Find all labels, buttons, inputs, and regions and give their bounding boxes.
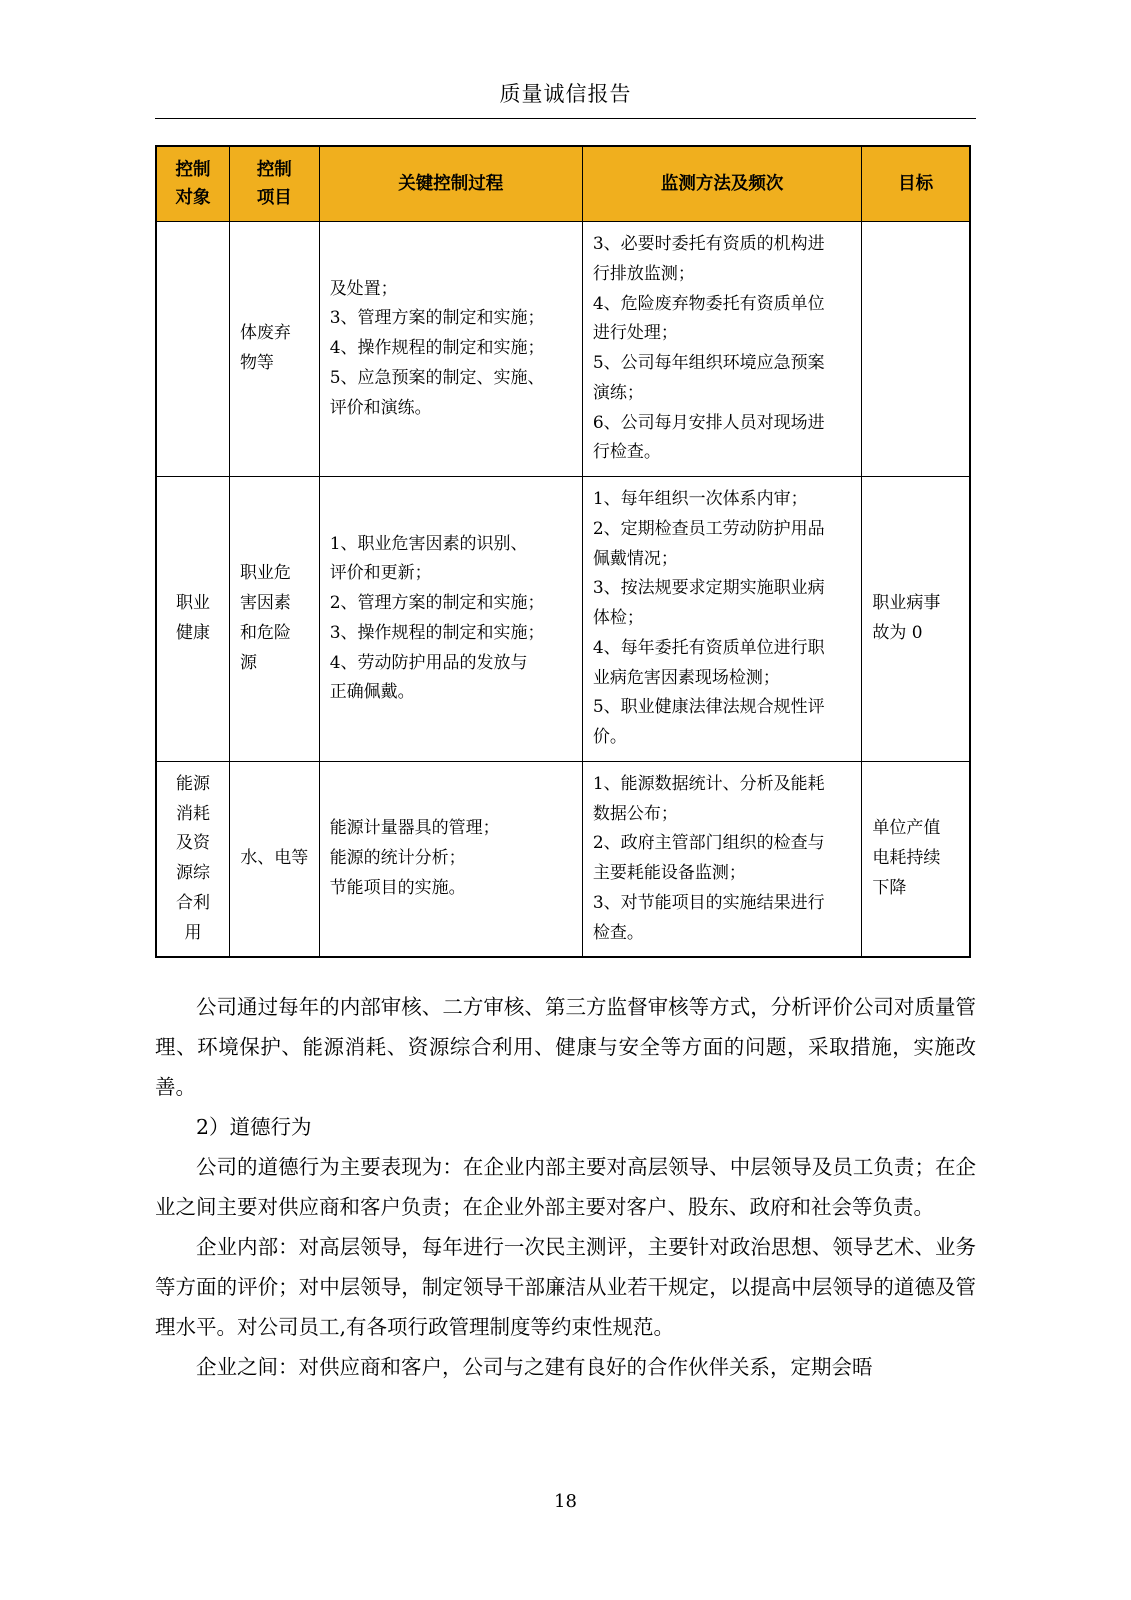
row1-process-line: 评价和演练。: [329, 397, 432, 418]
header-divider: [155, 118, 976, 119]
row1-object: [156, 222, 229, 477]
row3-item-line: 水、电等: [240, 848, 309, 869]
row3-object: [156, 761, 229, 957]
row3-process-line: 能源的统计分析；: [329, 848, 466, 869]
row3-item: [229, 761, 319, 957]
row2-monitor-line: 5、职业健康法律法规合规性评: [592, 697, 825, 718]
header-object-line1: 控制: [175, 160, 211, 180]
row1-goal: [862, 222, 970, 477]
row2-process-line: 2、管理方案的制定和实施；: [329, 593, 545, 614]
row3-goal-line: 电耗持续: [872, 848, 941, 869]
row2-monitor-line: 3、按法规要求定期实施职业病: [592, 578, 825, 599]
page-header: [0, 0, 1131, 108]
row1-item-line1: 体废弃: [239, 323, 291, 344]
row3-goal: [862, 761, 970, 957]
row2-monitor-line: 业病危害因素现场检测；: [592, 667, 780, 688]
row2-process-line: 4、劳动防护用品的发放与: [329, 652, 528, 673]
row2-monitor-line: 1、每年组织一次体系内审；: [592, 489, 808, 509]
row3-object-line: 能源: [175, 773, 210, 794]
table-row: [156, 761, 970, 957]
row2-object: [156, 477, 229, 762]
row1-monitor-line: 进行处理；: [592, 323, 678, 344]
row2-item: [229, 477, 319, 762]
table-row: [156, 477, 970, 762]
row3-object-line: 及资: [175, 833, 210, 854]
paragraph-1: 公司通过每年的内部审核、二方审核、第三方监督审核等方式，分析评价公司对质量管理、环境保护、能源消耗、资源综合利用、健康与安全等方面的问题，采取措施，实施改善。: [155, 995, 976, 1100]
row2-process-line: 3、操作规程的制定和实施；: [329, 622, 545, 643]
row2-monitor-line: 价。: [592, 727, 627, 747]
row2-item-line: 职业危: [239, 563, 291, 584]
row2-monitor: [582, 477, 861, 762]
row1-monitor-line: 6、公司每月安排人员对现场进: [592, 412, 825, 433]
row2-monitor-line: 佩戴情况；: [592, 548, 678, 569]
row1-monitor-line: 演练；: [592, 382, 644, 403]
header-item-line2: 项目: [256, 188, 292, 208]
row1-monitor-line: 5、公司每年组织环境应急预案: [592, 353, 825, 373]
row1-monitor-line: 4、危险废弃物委托有资质单位: [592, 293, 825, 314]
row3-monitor-line: 数据公布；: [592, 803, 678, 824]
row3-monitor-line: 2、政府主管部门组织的检查与: [592, 833, 825, 854]
row3-goal-line: 下降: [872, 877, 907, 898]
row3-object-line: 用: [184, 922, 202, 943]
row1-process-line: 5、应急预案的制定、实施、: [329, 367, 545, 388]
row3-process: [319, 761, 582, 957]
header-title: 质量诚信报告: [499, 82, 632, 106]
paragraph-3: 公司的道德行为主要表现为：在企业内部主要对高层领导、中层领导及员工负责；在企业之间主要对供应商和客户负责；在企业外部主要对客户、股东、政府和社会等负责。: [155, 1155, 976, 1220]
row3-monitor-line: 3、对节能项目的实施结果进行: [592, 892, 825, 913]
paragraph-5: 企业之间：对供应商和客户，公司与之建有良好的合作伙伴关系，定期会晤: [196, 1354, 873, 1379]
row1-process-line: 4、操作规程的制定和实施；: [329, 338, 545, 359]
table-header-process: 关键控制过程: [319, 146, 582, 222]
header-item-line1: 控制: [256, 160, 292, 180]
row2-item-line: 害因素: [239, 593, 291, 614]
row3-goal-line: 单位产值: [872, 818, 941, 839]
row2-monitor-line: 4、每年委托有资质单位进行职: [592, 637, 825, 658]
body-content: [0, 988, 1131, 1388]
table-row: [156, 222, 970, 477]
row3-object-line: 合利: [175, 892, 210, 913]
paragraph-4: 企业内部：对高层领导，每年进行一次民主测评，主要针对政治思想、领导艺术、业务等方面的评价；对中层领导，制定领导干部廉洁从业若干规定，以提高中层领导的道德及管理水平。对公司员工,有各项行政管理制度等约束性规范。: [155, 1235, 976, 1339]
row3-object-line: 消耗: [175, 803, 210, 824]
row1-monitor-line: 行检查。: [592, 442, 661, 463]
row2-goal-line: 故为 0: [872, 622, 923, 643]
row2-monitor-line: 2、定期检查员工劳动防护用品: [592, 518, 825, 539]
table-header-item: [229, 146, 319, 222]
table-header-object: [156, 146, 229, 222]
row2-goal-line: 职业病事: [872, 593, 941, 614]
row2-process-line: 评价和更新；: [329, 563, 432, 584]
table-header-monitor: 监测方法及频次: [582, 146, 861, 222]
row3-monitor-line: 检查。: [592, 922, 644, 943]
row2-object-line1: 职业: [175, 593, 210, 614]
row1-monitor-line: 行排放监测；: [592, 263, 695, 284]
row2-object-line2: 健康: [175, 622, 210, 643]
row3-monitor-line: 主要耗能设备监测；: [592, 863, 746, 883]
page-number: 18: [554, 1491, 577, 1512]
row2-monitor-line: 体检；: [592, 608, 644, 628]
row3-object-line: 源综: [175, 863, 210, 883]
row2-item-line: 源: [239, 652, 257, 673]
row1-monitor: [582, 222, 861, 477]
row2-goal: [862, 477, 970, 762]
row1-item: [229, 222, 319, 477]
table-header-goal: 目标: [862, 146, 970, 222]
table-header-row: [156, 146, 970, 222]
row1-monitor-line: 3、必要时委托有资质的机构进: [592, 234, 825, 254]
row1-item-line2: 物等: [239, 353, 274, 373]
row2-process: [319, 477, 582, 762]
paragraph-2: 2）道德行为: [196, 1115, 312, 1140]
control-table: [155, 145, 971, 958]
row2-process-line: 1、职业危害因素的识别、: [329, 533, 528, 554]
row3-process-line: 能源计量器具的管理；: [329, 818, 500, 839]
row2-process-line: 正确佩戴。: [329, 682, 415, 703]
row3-process-line: 节能项目的实施。: [329, 877, 466, 898]
row3-monitor-line: 1、能源数据统计、分析及能耗: [592, 773, 825, 794]
header-object-line2: 对象: [175, 188, 211, 208]
row1-process: [319, 222, 582, 477]
row1-process-line: 及处置；: [329, 278, 398, 299]
row3-monitor: [582, 761, 861, 957]
row2-item-line: 和危险: [239, 622, 291, 643]
row1-process-line: 3、管理方案的制定和实施；: [329, 308, 545, 329]
